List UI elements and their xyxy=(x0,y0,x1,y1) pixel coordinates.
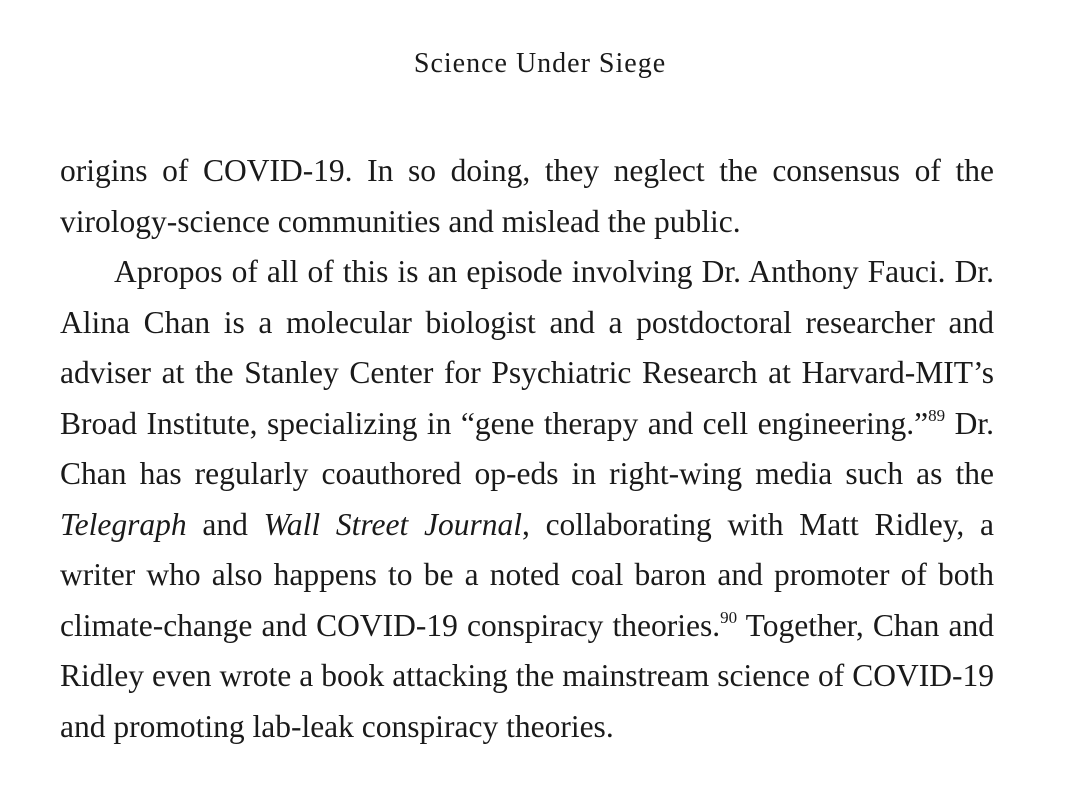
publication-title: Wall Street Journal xyxy=(263,506,522,542)
paragraph-text-segment: , collaborating with Matt Ridley, a writer who also happens to be a noted coal baron and promoter of both climate-change and COVID-19 conspiracy theories. xyxy=(60,506,994,643)
paragraph-text-segment: Dr. Chan has regularly coauthored op-eds in right-wing media such as the xyxy=(60,405,995,491)
footnote-marker: 90 xyxy=(720,607,738,627)
paragraph-continued xyxy=(60,146,994,247)
paragraph-text-segment: Together, Chan and Ridley even wrote a book attacking the mainstream science of COVID-19 and promoting lab-leak conspiracy theories. xyxy=(60,607,994,744)
paragraph-continued-text: origins of COVID-19. In so doing, they neglect the consensus of the virology-science communities and mislead the public. xyxy=(60,153,994,239)
paragraph-fauci-episode xyxy=(60,247,994,752)
publication-title: Telegraph xyxy=(60,506,187,542)
running-head-title: Science Under Siege xyxy=(413,48,667,79)
footnote-marker: 89 xyxy=(928,405,946,425)
paragraph-text-segment: Apropos of all of this is an episode involving Dr. Anthony Fauci. Dr. Alina Chan is a molecular biologist and a postdoctoral researcher and adviser at the Stanley Center for Psychiatric Research at Harvard-MIT’s Broad Institute, specializing in “gene therapy and cell engineering.” xyxy=(60,254,994,441)
body-text xyxy=(60,146,994,752)
paragraph-text-segment: and xyxy=(186,506,264,542)
